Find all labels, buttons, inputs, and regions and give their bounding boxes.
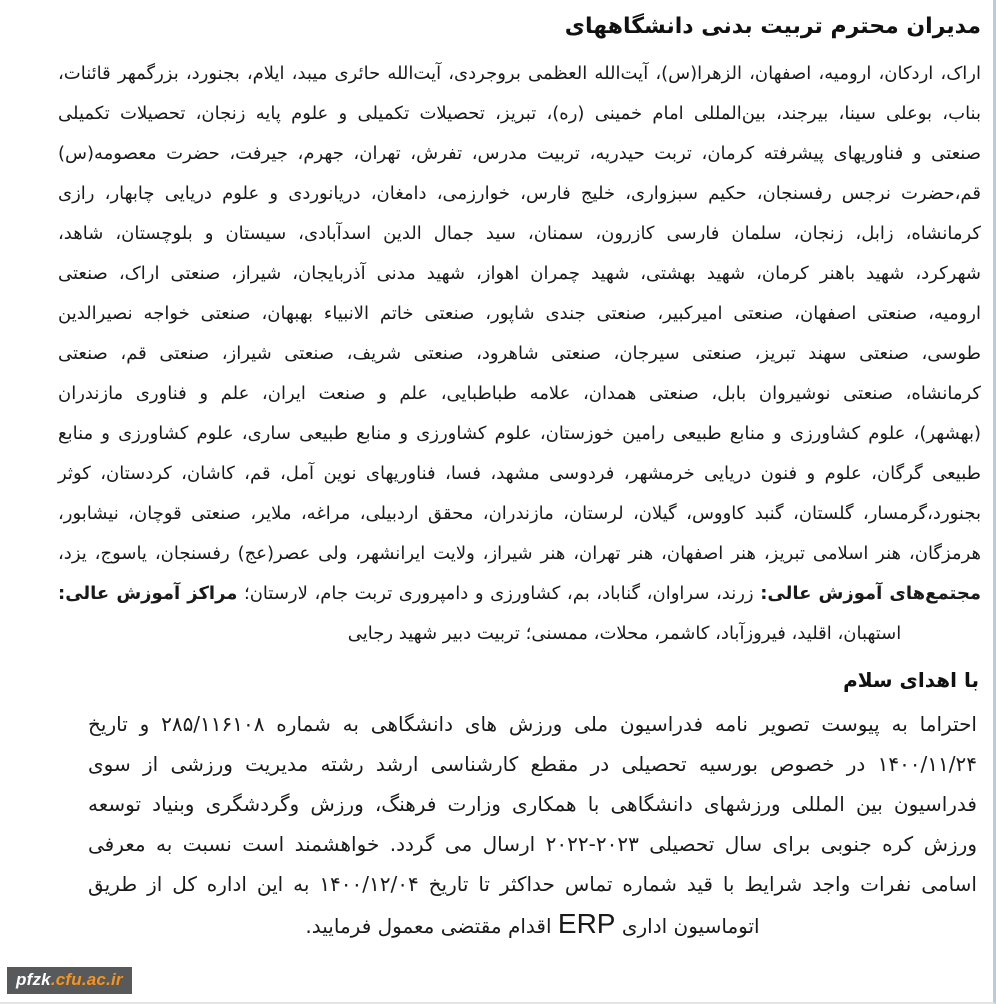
site-watermark <box>7 967 132 994</box>
salutation: با اهدای سلام <box>843 668 979 692</box>
recipient-line-centers: استهبان، اقلید، فیروزآباد، کاشمر، محلات، ممسنی؛ تربیت دبیر شهید رجایی <box>347 623 902 644</box>
recipient-line: کرمانشاه، زابل، زنجان، سلمان فارسی کازرون، سمنان، سید جمال الدین اسدآبادی، سیستان و بلوچستان، شاهد، <box>58 223 981 244</box>
recipient-line: اراک، اردکان، ارومیه، اصفهان، الزهرا(س)، آیت‌الله العظمی بروجردی، آیت‌الله حائری میبد، ایلام، بجنورد، بزرگمهر قائنات، <box>58 63 981 84</box>
letter-body <box>88 704 977 948</box>
watermark-site-text: pfzk <box>16 970 51 989</box>
centers-label: مراکز آموزش عالی: <box>58 583 238 604</box>
page-title: مدیران محترم تربیت بدنی دانشگاههای <box>564 14 981 39</box>
recipient-line-complexes <box>58 574 981 614</box>
complexes-label: مجتمع‌های آموزش عالی: <box>760 583 981 604</box>
body-line: احتراما به پیوست تصویر نامه فدراسیون ملی ورزش های دانشگاهی به شماره ۲۸۵/۱۱۶۱۰۸ و تاریخ <box>88 712 977 736</box>
recipient-line: (بهشهر)، علوم کشاورزی و منابع طبیعی رامین خوزستان، علوم کشاورزی و منابع طبیعی ساری، علوم کشاورزی و منابع <box>58 423 981 444</box>
recipient-line: کرمانشاه، صنعتی نوشیروان بابل، صنعتی همدان، علامه طباطبایی، علم و صنعت ایران، علم و فناوری مازندران <box>58 383 981 404</box>
erp-label: ERP <box>557 908 616 939</box>
body-last-post: اقدام مقتضی معمول فرمایید. <box>305 914 558 938</box>
body-line-last <box>88 904 977 948</box>
body-last-pre: اتوماسیون اداری <box>615 914 760 938</box>
recipient-line: طوسی، صنعتی سهند تبریز، صنعتی سیرجان، صنعتی شاهرود، صنعتی شریف، صنعتی شیراز، صنعتی قم، صنعتی <box>58 343 981 364</box>
recipients-list <box>58 54 981 654</box>
recipient-line: صنعتی و فناوریهای پیشرفته کرمان، تربت حیدریه، تربیت مدرس، تفرش، تهران، جهرم، جیرفت، حضرت معصومه(س) <box>58 143 981 164</box>
body-line: اسامی نفرات واجد شرایط با قید شماره تماس حداکثر تا تاریخ ۱۴۰۰/۱۲/۰۴ به این اداره کل از طریق <box>88 872 977 896</box>
watermark-domain-text: .cfu.ac.ir <box>50 970 123 989</box>
recipient-line: ارومیه، صنعتی اصفهان، صنعتی امیرکبیر، صنعتی جندی شاپور، صنعتی خاتم الانبیاء بهبهان، صنعتی خواجه نصیرالدین <box>58 303 981 324</box>
recipient-line: طبیعی گرگان، علوم و فنون دریایی خرمشهر، فردوسی مشهد، فسا، فناوریهای نوین آمل، قم، کاشان، کردستان، کوثر <box>58 463 981 484</box>
recipient-line: بناب، بوعلی سینا، بیرجند، بین‌المللی امام خمینی (ره)، تبریز، تحصیلات تکمیلی و علوم پایه زنجان، تحصیلات تکمیلی <box>58 103 981 124</box>
body-line: ورزش کره جنوبی برای سال تحصیلی ۲۰۲۳-۲۰۲۲ ارسال می گردد. خواهشمند است نسبت به معرفی <box>88 832 977 856</box>
recipient-line: هرمزگان، هنر اسلامی تبریز، هنر اصفهان، هنر تهران، هنر شیراز، ولایت ایرانشهر، ولی عصر(عج) رفسنجان، یاسوج، یزد، <box>58 543 981 564</box>
complexes-items: زرند، سراوان، گناباد، بم، کشاورزی و دامپروری تربت جام، لارستان؛ <box>237 583 761 604</box>
recipient-line: بجنورد،گرمسار، گلستان، گنبد کاووس، گیلان، لرستان، مازندران، محقق اردبیلی، مراغه، ملایر، صنعتی قوچان، نیشابور، <box>58 503 981 524</box>
recipient-line: شهرکرد، شهید باهنر کرمان، شهید بهشتی، شهید چمران اهواز، شهید مدنی آذربایجان، شیراز، صنعتی اراک، صنعتی <box>58 263 981 284</box>
recipient-line: قم،حضرت نرجس رفسنجان، حکیم سبزواری، خلیج فارس، خوارزمی، دامغان، دریانوردی و علوم دریایی چابهار، رازی <box>58 183 981 204</box>
body-line: فدراسیون بین المللی ورزشهای دانشگاهی با همکاری وزارت فرهنگ، ورزش وگردشگری وبنیاد توسعه <box>88 792 977 816</box>
body-line: ۱۴۰۰/۱۱/۲۴ در خصوص بورسیه تحصیلی در مقطع کارشناسی ارشد رشته مدیریت ورزشی از سوی <box>88 752 977 776</box>
